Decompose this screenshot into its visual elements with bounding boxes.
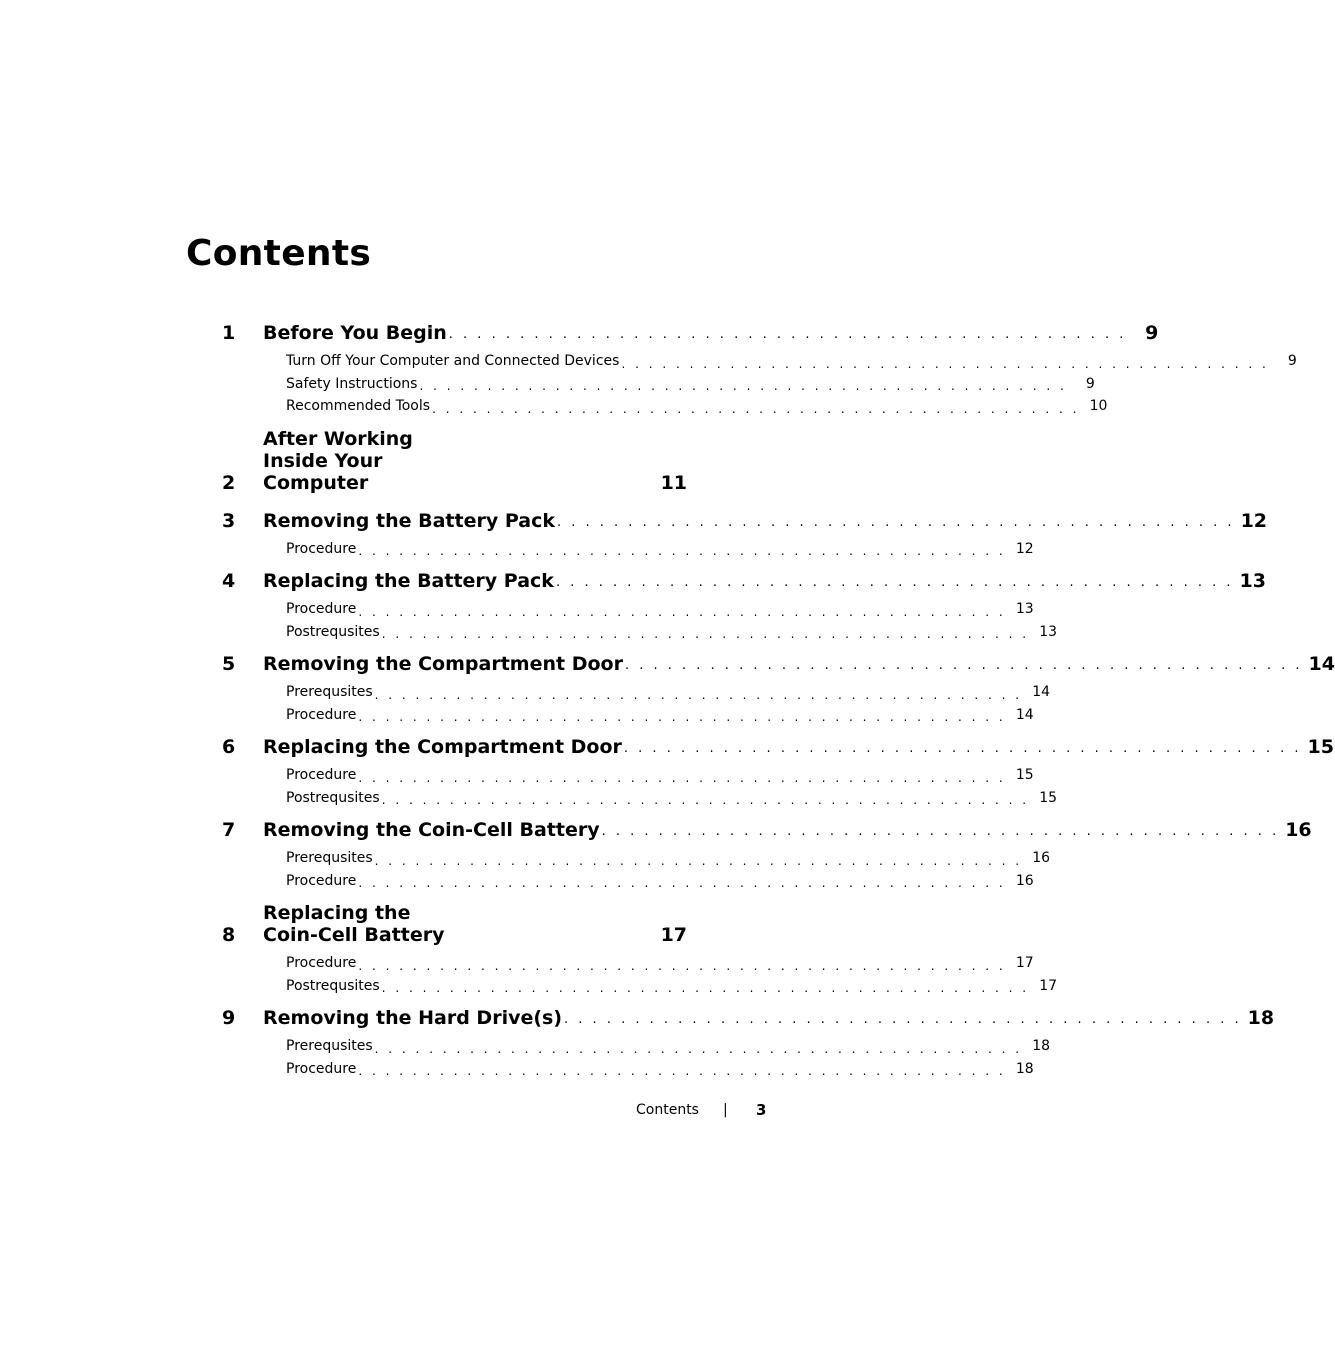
toc-section-row[interactable] bbox=[286, 538, 1034, 561]
section-title: Postrequsites bbox=[286, 623, 380, 640]
chapter-title: After Working Inside Your Computer bbox=[263, 427, 413, 494]
chapter-number: 9 bbox=[222, 1007, 236, 1029]
toc-section-row[interactable] bbox=[286, 704, 1034, 727]
chapter-title: Removing the Coin-Cell Battery bbox=[263, 819, 600, 841]
chapter-heading-row[interactable] bbox=[222, 902, 687, 946]
section-page-number: 13 bbox=[1015, 601, 1034, 617]
page-number: 3 bbox=[756, 1101, 767, 1119]
dot-leader bbox=[557, 514, 1235, 532]
section-page-number: 17 bbox=[1015, 955, 1034, 971]
section-title: Procedure bbox=[286, 767, 357, 783]
toc-chapter bbox=[222, 1007, 1275, 1080]
chapter-page-number: 18 bbox=[1247, 1007, 1275, 1029]
dot-leader bbox=[449, 326, 1127, 344]
dot-leader bbox=[382, 791, 1029, 809]
section-page-number: 10 bbox=[1089, 398, 1108, 414]
section-page-number: 16 bbox=[1015, 872, 1034, 889]
chapter-heading-row[interactable] bbox=[222, 653, 1335, 675]
toc-section-row[interactable] bbox=[286, 847, 1051, 870]
chapter-title-wrap bbox=[263, 902, 462, 946]
dot-leader bbox=[602, 823, 1280, 841]
chapter-page-number: 11 bbox=[660, 471, 688, 494]
dot-leader bbox=[625, 657, 1303, 675]
dot-leader bbox=[358, 1062, 1005, 1080]
section-page-number: 18 bbox=[1015, 1060, 1034, 1077]
section-title: Prerequsites bbox=[286, 684, 373, 700]
section-title: Safety Instructions bbox=[286, 375, 418, 392]
toc-chapter bbox=[222, 902, 1058, 997]
dot-leader bbox=[564, 1011, 1242, 1029]
chapter-heading-row[interactable] bbox=[222, 736, 1334, 758]
toc-chapter bbox=[222, 736, 1334, 809]
chapter-number: 3 bbox=[222, 509, 236, 532]
dot-leader bbox=[375, 852, 1022, 870]
chapter-heading-row[interactable] bbox=[222, 1007, 1275, 1029]
section-page-number: 9 bbox=[1287, 353, 1297, 369]
section-page-number: 15 bbox=[1039, 789, 1058, 806]
dot-leader bbox=[358, 874, 1005, 892]
section-page-number: 14 bbox=[1015, 706, 1034, 723]
toc-section-row[interactable] bbox=[286, 621, 1058, 644]
toc-chapter bbox=[222, 819, 1312, 892]
section-page-number: 17 bbox=[1039, 977, 1058, 994]
chapter-page-number: 15 bbox=[1307, 736, 1334, 758]
chapter-title: Removing the Battery Pack bbox=[263, 509, 555, 532]
dot-leader bbox=[419, 377, 1066, 395]
chapter-number: 6 bbox=[222, 736, 236, 758]
footer-label: Contents bbox=[636, 1102, 699, 1118]
chapter-page-number: 16 bbox=[1285, 819, 1312, 841]
section-title: Procedure bbox=[286, 540, 357, 557]
chapter-title-wrap bbox=[263, 570, 1240, 592]
toc-section-row[interactable] bbox=[286, 975, 1058, 998]
dot-leader bbox=[358, 769, 1005, 787]
chapter-page-number: 12 bbox=[1240, 509, 1268, 532]
chapter-title-wrap bbox=[263, 510, 1241, 532]
dot-leader bbox=[556, 574, 1234, 592]
dot-leader bbox=[382, 979, 1029, 997]
dot-leader bbox=[358, 708, 1005, 726]
section-list bbox=[286, 1035, 1051, 1080]
toc-chapter bbox=[222, 570, 1266, 643]
section-page-number: 15 bbox=[1015, 767, 1034, 783]
chapter-title-wrap bbox=[263, 322, 1132, 344]
toc-section-row[interactable] bbox=[286, 764, 1034, 787]
toc-section-row[interactable] bbox=[286, 350, 1297, 373]
section-page-number: 16 bbox=[1032, 850, 1051, 866]
section-list bbox=[286, 952, 1058, 997]
section-list bbox=[286, 681, 1051, 726]
section-list bbox=[286, 350, 1297, 418]
chapter-title: Removing the Hard Drive(s) bbox=[263, 1007, 563, 1029]
toc-section-row[interactable] bbox=[286, 1035, 1051, 1058]
chapter-title: Before You Begin bbox=[263, 322, 447, 344]
section-title: Prerequsites bbox=[286, 1038, 373, 1054]
dot-leader bbox=[375, 686, 1022, 704]
chapter-title: Replacing the Compartment Door bbox=[263, 736, 622, 758]
dot-leader bbox=[358, 603, 1005, 621]
toc-section-row[interactable] bbox=[286, 952, 1034, 975]
dot-leader bbox=[358, 957, 1005, 975]
section-title: Postrequsites bbox=[286, 789, 380, 806]
dot-leader bbox=[432, 400, 1079, 418]
dot-leader bbox=[358, 542, 1005, 560]
section-title: Procedure bbox=[286, 706, 357, 723]
chapter-heading-row[interactable] bbox=[222, 819, 1312, 841]
toc-section-row[interactable] bbox=[286, 395, 1108, 418]
chapter-number: 4 bbox=[222, 570, 236, 592]
section-list bbox=[286, 538, 1034, 561]
section-page-number: 9 bbox=[1085, 375, 1095, 392]
chapter-title: Replacing the Battery Pack bbox=[263, 570, 554, 592]
section-title: Procedure bbox=[286, 601, 357, 617]
chapter-page-number: 17 bbox=[660, 924, 688, 946]
chapter-heading-row[interactable] bbox=[222, 428, 687, 494]
toc-section-row[interactable] bbox=[286, 373, 1095, 396]
chapter-title-wrap bbox=[263, 736, 1307, 758]
toc-section-row[interactable] bbox=[286, 787, 1058, 810]
chapter-number: 2 bbox=[222, 471, 236, 494]
section-title: Procedure bbox=[286, 872, 357, 889]
dot-leader bbox=[624, 740, 1302, 758]
section-list bbox=[286, 847, 1051, 892]
chapter-number: 8 bbox=[222, 924, 236, 946]
section-title: Procedure bbox=[286, 955, 357, 971]
section-title: Postrequsites bbox=[286, 977, 380, 994]
chapter-number: 7 bbox=[222, 819, 236, 841]
section-page-number: 12 bbox=[1015, 540, 1034, 557]
section-title: Turn Off Your Computer and Connected Devices bbox=[286, 353, 620, 369]
section-title: Recommended Tools bbox=[286, 398, 431, 414]
toc-chapter bbox=[222, 322, 1297, 418]
toc-section-row[interactable] bbox=[286, 681, 1051, 704]
chapter-heading-row[interactable] bbox=[222, 322, 1159, 344]
dot-leader bbox=[375, 1040, 1022, 1058]
toc-section-row[interactable] bbox=[286, 870, 1034, 893]
toc-chapter bbox=[222, 509, 1268, 561]
section-page-number: 13 bbox=[1039, 623, 1058, 640]
chapter-title-wrap bbox=[263, 428, 462, 494]
toc-section-row[interactable] bbox=[286, 598, 1034, 621]
dot-leader bbox=[382, 625, 1029, 643]
section-title: Procedure bbox=[286, 1060, 357, 1077]
chapter-heading-row[interactable] bbox=[222, 570, 1266, 592]
toc-chapter bbox=[222, 653, 1335, 726]
chapter-title-wrap bbox=[263, 1007, 1248, 1029]
chapter-number: 5 bbox=[222, 653, 236, 675]
chapter-page-number: 9 bbox=[1145, 322, 1159, 344]
footer-separator: | bbox=[723, 1102, 728, 1118]
chapter-title: Removing the Compartment Door bbox=[263, 653, 623, 675]
section-title: Prerequsites bbox=[286, 850, 373, 866]
chapter-heading-row[interactable] bbox=[222, 509, 1268, 532]
chapter-page-number: 14 bbox=[1308, 653, 1335, 675]
page-footer bbox=[0, 1102, 954, 1122]
section-page-number: 18 bbox=[1032, 1038, 1051, 1054]
chapter-page-number: 13 bbox=[1239, 570, 1266, 592]
toc-section-row[interactable] bbox=[286, 1058, 1034, 1081]
chapter-title-wrap bbox=[263, 653, 1309, 675]
chapter-title-wrap bbox=[263, 819, 1285, 841]
section-list bbox=[286, 764, 1058, 809]
chapter-title: Replacing the Coin-Cell Battery bbox=[263, 902, 445, 946]
toc-chapter bbox=[222, 428, 687, 494]
page-title: Contents bbox=[186, 233, 372, 274]
section-page-number: 14 bbox=[1032, 684, 1051, 700]
table-of-contents bbox=[222, 322, 1335, 1090]
dot-leader bbox=[621, 355, 1268, 373]
section-list bbox=[286, 598, 1058, 643]
chapter-number: 1 bbox=[222, 322, 236, 344]
